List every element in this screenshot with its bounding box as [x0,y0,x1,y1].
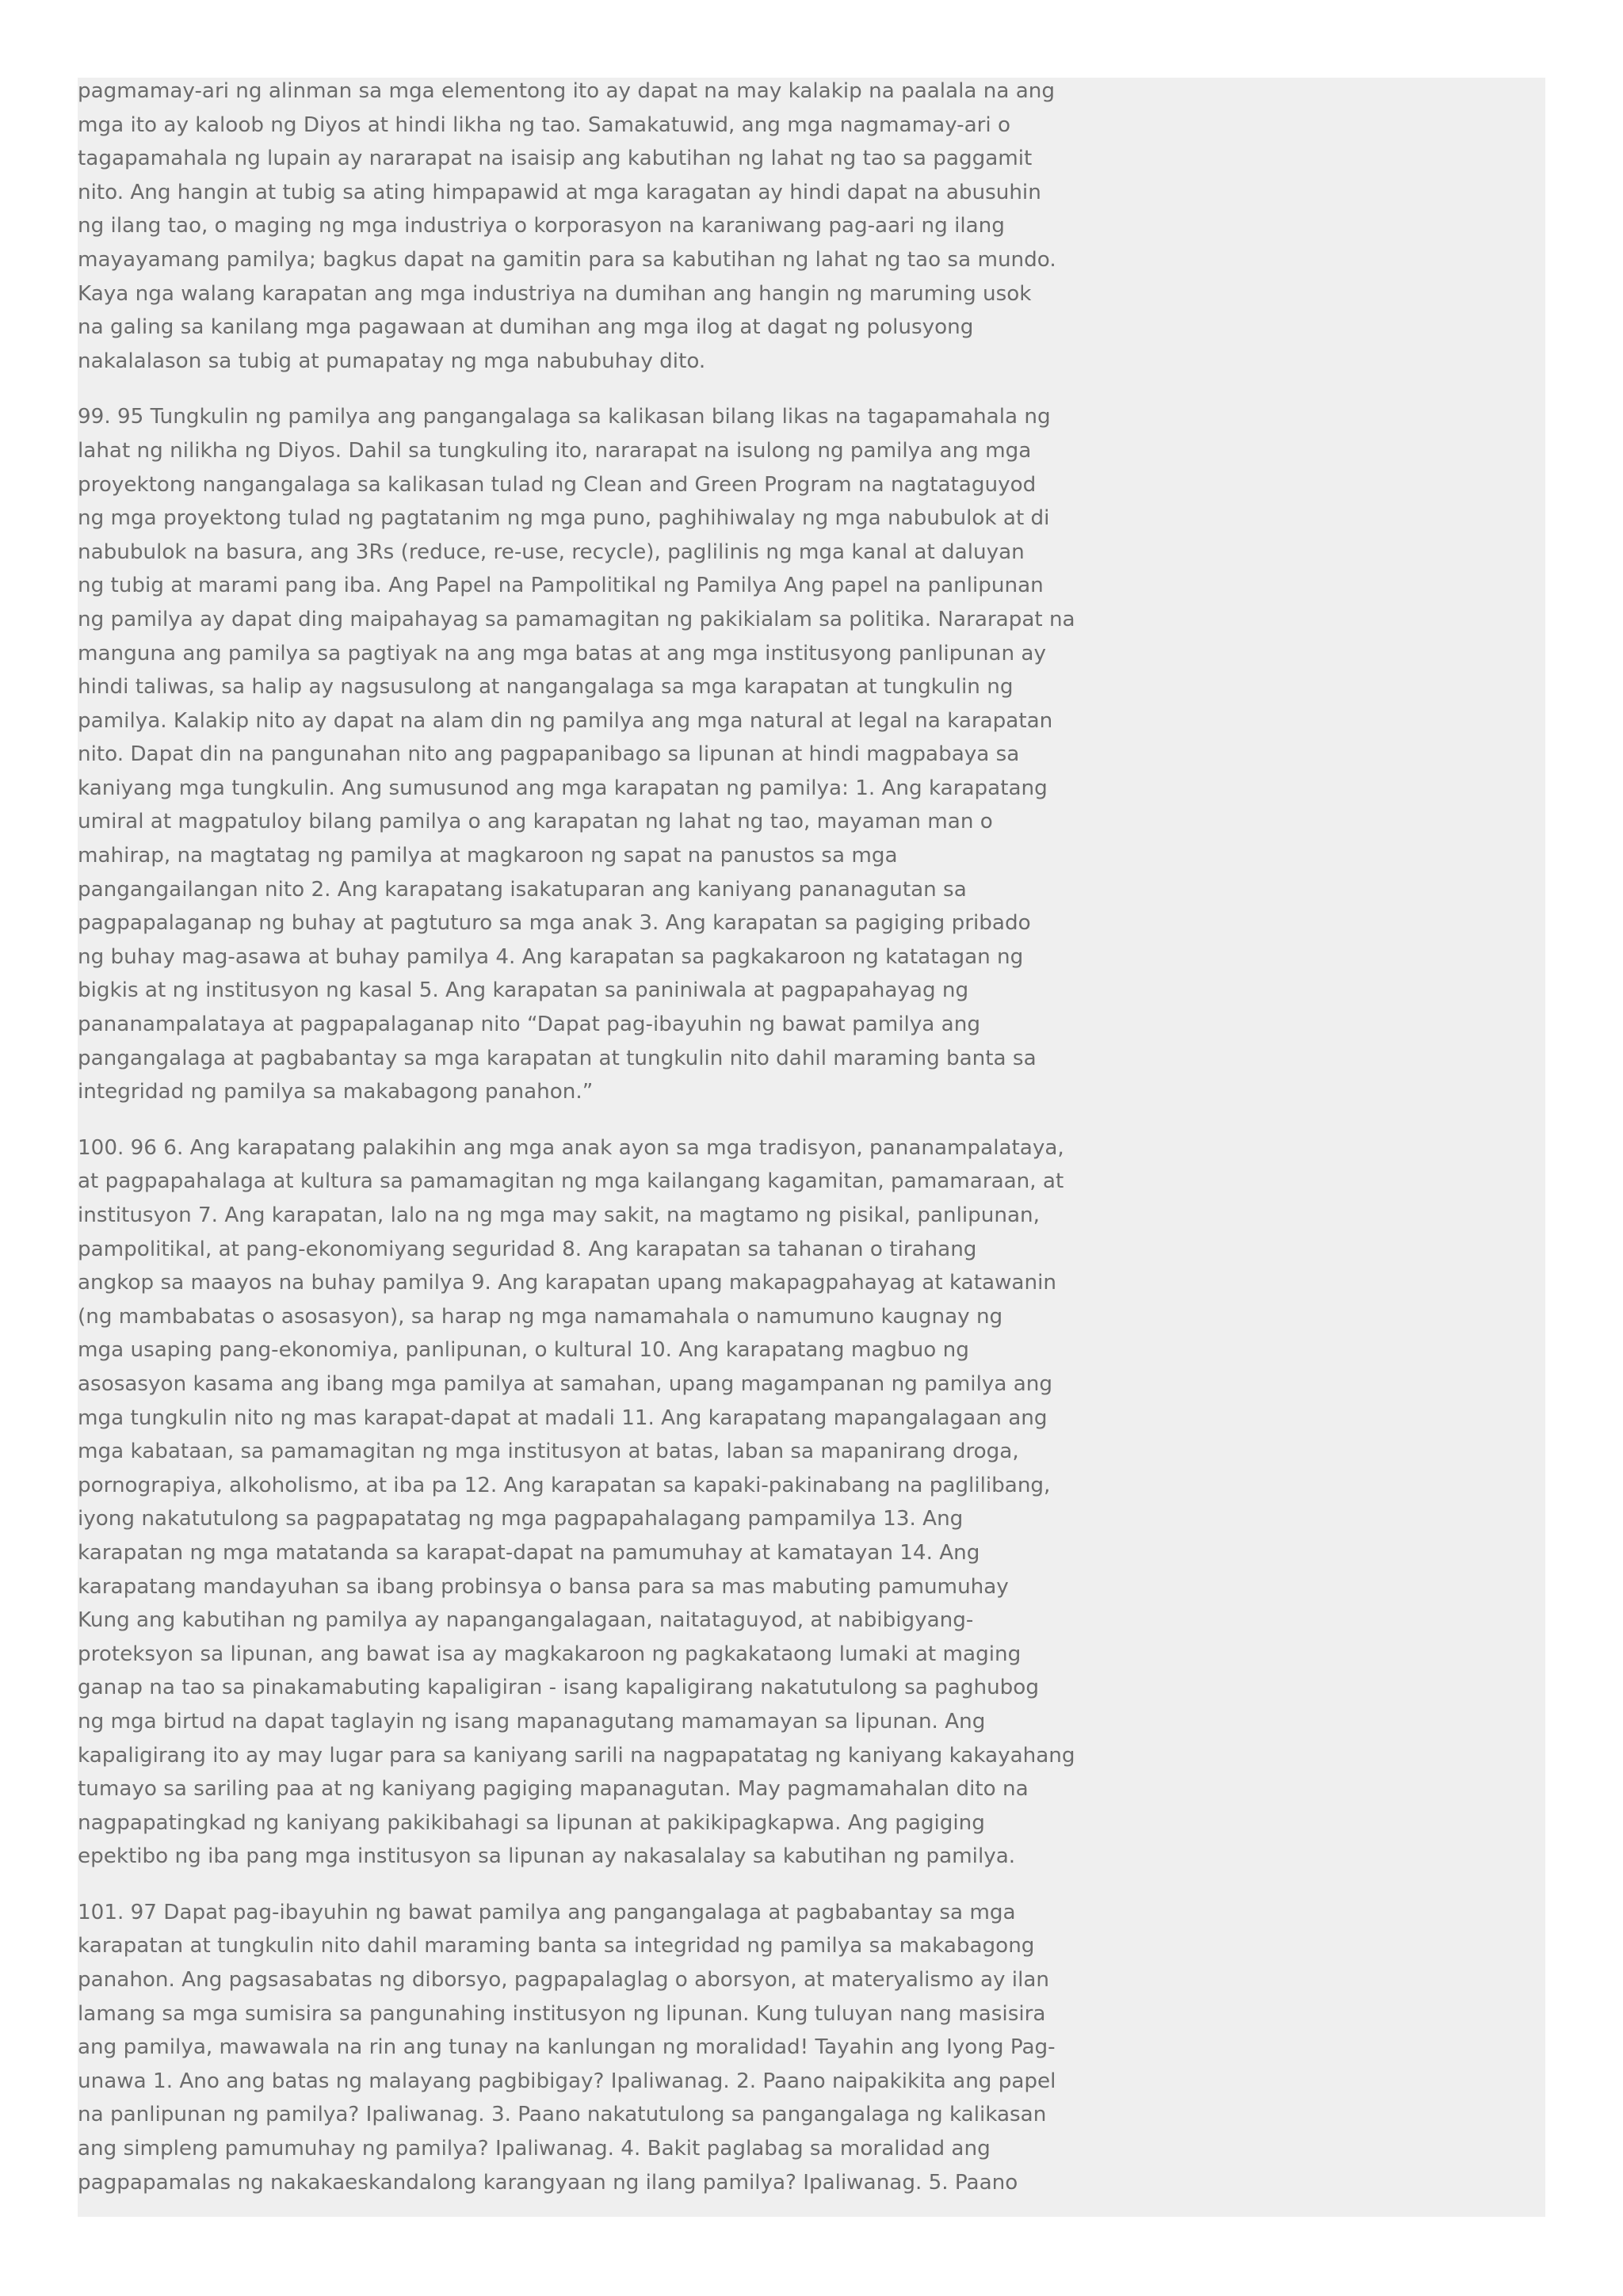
text-line: mga usaping pang-ekonomiya, panlipunan, o kultural 10. Ang karapatang magbuo ng [78,1338,969,1363]
text-line: pamilya. Kalakip nito ay dapat na alam din ng pamilya ang mga natural at legal na karapatan [78,708,1053,733]
text-line: ganap na tao sa pinakamabuting kapaligiran - isang kapaligirang nakatutulong sa paghubog [78,1676,1039,1700]
text-line: nabubulok na basura, ang 3Rs (reduce, re-use, recycle), paglilinis ng mga kanal at daluyan [78,540,1025,564]
text-line: bigkis at ng institusyon ng kasal 5. Ang karapatan sa paniniwala at pagpapahayag ng [78,978,969,1003]
text-line: nakalalason sa tubig at pumapatay ng mga nabubuhay dito. [78,349,706,373]
text-line: nito. Ang hangin at tubig sa ating himpapawid at mga karagatan ay hindi dapat na abusuhin [78,180,1041,204]
text-line: karapatan at tungkulin nito dahil maraming banta sa integridad ng pamilya sa makabagong [78,1934,1035,1958]
text-line: umiral at magpatuloy bilang pamilya o ang karapatan ng lahat ng tao, mayaman man o [78,810,993,834]
text-line: asosasyon kasama ang ibang mga pamilya at samahan, upang magampanan ng pamilya ang [78,1371,1052,1396]
text-line: ng tubig at marami pang iba. Ang Papel na Pampolitikal ng Pamilya Ang papel na panlipunan [78,574,1044,598]
text-line: 101. 97 Dapat pag-ibayuhin ng bawat pamilya ang pangangalaga at pagbabantay sa mga [78,1900,1016,1924]
text-line: manguna ang pamilya sa pagtiyak na ang mga batas at ang mga institusyong panlipunan ay [78,641,1046,666]
text-line: 100. 96 6. Ang karapatang palakihin ang mga anak ayon sa mga tradisyon, pananampalataya, [78,1135,1064,1160]
text-line: (ng mambabatas o asosasyon), sa harap ng mga namamahala o namumuno kaugnay ng [78,1304,1003,1329]
text-line: ng pamilya ay dapat ding maipahayag sa pamamagitan ng pakikialam sa politika. Nararapat na [78,607,1075,631]
text-line: pangangailangan nito 2. Ang karapatang isakatuparan ang kaniyang pananagutan sa [78,877,967,902]
text-line: hindi taliwas, sa halip ay nagsusulong at nangangalaga sa mga karapatan at tungkulin ng [78,675,1014,700]
text-line: mga kabataan, sa pamamagitan ng mga institusyon at batas, laban sa mapanirang droga, [78,1440,1019,1464]
text-line: ng buhay mag-asawa at buhay pamilya 4. Ang karapatan sa pagkakaroon ng katatagan ng [78,944,1024,969]
text-line: epektibo ng iba pang mga institusyon sa lipunan ay nakasalalay sa kabutihan ng pamilya. [78,1844,1016,1869]
text-line: at pagpapahalaga at kultura sa pamamagitan ng mga kailangang kagamitan, pamamaraan, at [78,1169,1064,1194]
text-line: angkop sa maayos na buhay pamilya 9. Ang karapatan upang makapagpahayag at katawanin [78,1271,1056,1295]
text-line: pananampalataya at pagpapalaganap nito “Dapat pag-ibayuhin ng bawat pamilya ang [78,1013,980,1037]
text-line: ng ilang tao, o maging ng mga industriya o korporasyon na karaniwang pag-aari ng ilang [78,214,1005,238]
text-line: kapaligirang ito ay may lugar para sa kaniyang sarili na nagpapatatag ng kaniyang kakayahang [78,1743,1075,1768]
text-line: karapatang mandayuhan sa ibang probinsya o bansa para sa mas mabuting pamumuhay [78,1574,1009,1599]
text-line: tumayo sa sariling paa at ng kaniyang pagiging mapanagutan. May pagmamahalan dito na [78,1777,1029,1802]
text-line: nito. Dapat din na pangunahan nito ang pagpapanibago sa lipunan at hindi magpabaya sa [78,742,1020,767]
text-line: 99. 95 Tungkulin ng pamilya ang pangangalaga sa kalikasan bilang likas na tagapamahala ng [78,405,1051,429]
text-line: integridad ng pamilya sa makabagong panahon.” [78,1080,594,1104]
text-line: ng mga birtud na dapat taglayin ng isang mapanagutang mamamayan sa lipunan. Ang [78,1709,986,1733]
text-line: pagmamay-ari ng alinman sa mga elementong ito ay dapat na may kalakip na paalala na ang [78,79,1055,103]
text-line: proteksyon sa lipunan, ang bawat isa ay magkakaroon ng pagkakataong lumaki at maging [78,1642,1022,1666]
text-line: ang simpleng pamumuhay ng pamilya? Ipaliwanag. 4. Bakit paglabag sa moralidad ang [78,2137,991,2161]
text-line: mga ito ay kaloob ng Diyos at hindi likha ng tao. Samakatuwid, ang mga nagmamay-ari o [78,113,1011,137]
text-line: ang pamilya, mawawala na rin ang tunay na kanlungan ng moralidad! Tayahin ang Iyong Pag- [78,2035,1056,2060]
text-line: na galing sa kanilang mga pagawaan at dumihan ang mga ilog at dagat ng polusyong [78,315,974,340]
text-line: kaniyang mga tungkulin. Ang sumusunod ang mga karapatan ng pamilya: 1. Ang karapatang [78,776,1048,800]
paragraph-98 [78,74,1060,378]
text-line: mahirap, na magtatag ng pamilya at magkaroon ng sapat na panustos sa mga [78,844,898,868]
text-line: pangangalaga at pagbabantay sa mga karapatan at tungkulin nito dahil maraming banta sa [78,1046,1037,1070]
text-line: unawa 1. Ano ang batas ng malayang pagbibigay? Ipaliwanag. 2. Paano naipakikita ang papel [78,2069,1056,2093]
text-line: pornograpiya, alkoholismo, at iba pa 12. Ang karapatan sa kapaki-pakinabang na paglilibang, [78,1473,1051,1497]
text-line: ng mga proyektong tulad ng pagtatanim ng mga puno, paghihiwalay ng mga nabubulok at di [78,506,1050,531]
paragraph-99 [78,400,1075,1108]
text-line: iyong nakatutulong sa pagpapatatag ng mga pagpapahalagang pampamilya 13. Ang [78,1507,964,1531]
text-line: panahon. Ang pagsasabatas ng diborsyo, pagpapalaglag o aborsyon, at materyalismo ay ilan [78,1968,1050,1993]
document-text [78,74,1075,2222]
text-line: nagpapatingkad ng kaniyang pakikibahagi sa lipunan at pakikipagkapwa. Ang pagiging [78,1810,985,1835]
paragraph-101 [78,1896,1060,2199]
text-line: Kung ang kabutihan ng pamilya ay napangangalagaan, naitataguyod, at nabibigyang- [78,1608,974,1633]
text-line: mga tungkulin nito ng mas karapat-dapat at madali 11. Ang karapatang mapangalagaan ang [78,1405,1048,1430]
text-line: pagpapamalas ng nakakaeskandalong karangyaan ng ilang pamilya? Ipaliwanag. 5. Paano [78,2170,1018,2195]
text-line: tagapamahala ng lupain ay nararapat na isaisip ang kabutihan ng lahat ng tao sa paggamit [78,147,1033,171]
text-line: Kaya nga walang karapatan ang mga industriya na dumihan ang hangin ng maruming usok [78,281,1032,306]
text-line: karapatan ng mga matatanda sa karapat-dapat na pamumuhay at kamatayan 14. Ang [78,1540,980,1565]
text-line: na panlipunan ng pamilya? Ipaliwanag. 3. Paano nakatutulong sa pangangalaga ng kalikasan [78,2103,1047,2127]
text-line: lamang sa mga sumisira sa pangunahing institusyon ng lipunan. Kung tuluyan nang masisira [78,2001,1046,2026]
text-line: pagpapalaganap ng buhay at pagtuturo sa mga anak 3. Ang karapatan sa pagiging pribado [78,911,1031,936]
text-line: lahat ng nilikha ng Diyos. Dahil sa tungkuling ito, nararapat na isulong ng pamilya ang mga [78,438,1032,463]
text-line: pampolitikal, at pang-ekonomiyang seguridad 8. Ang karapatan sa tahanan o tirahang [78,1237,977,1261]
text-line: mayayamang pamilya; bagkus dapat na gamitin para sa kabutihan ng lahat ng tao sa mundo. [78,247,1056,272]
text-line: institusyon 7. Ang karapatan, lalo na ng mga may sakit, na magtamo ng pisikal, panlipunan, [78,1203,1040,1227]
text-line: proyektong nangangalaga sa kalikasan tulad ng Clean and Green Program na nagtataguyod [78,472,1037,497]
paragraph-100 [78,1131,1075,1874]
